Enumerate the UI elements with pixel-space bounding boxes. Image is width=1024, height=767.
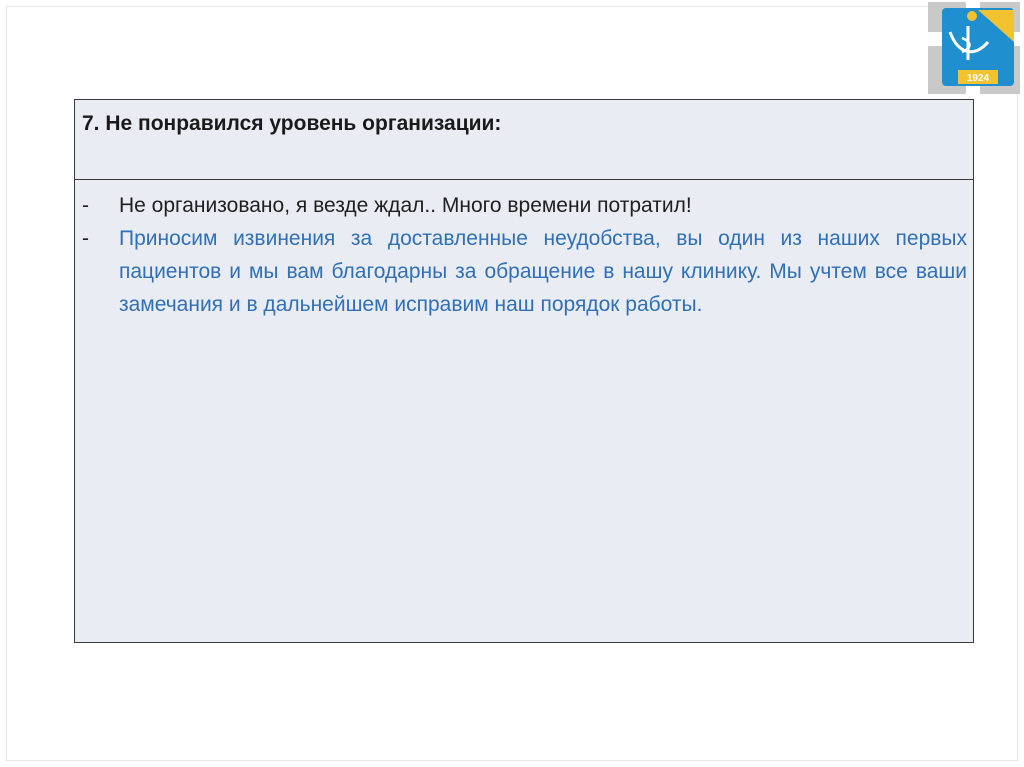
clinic-emblem-icon (928, 2, 1020, 94)
customer-comment (82, 189, 967, 222)
responses-list (75, 180, 973, 321)
question-header (75, 100, 973, 180)
clinic-reply (82, 222, 967, 321)
logo-year: 1924 (966, 73, 990, 84)
clinic-reply-text: Приносим извинения за доставленные неудобства, вы один из наших первых пациентов и мы вам благодарны за обращение в нашу клинику. Мы учтем все ваши замечания и в дальнейшем исправим наш порядок работы. (119, 227, 967, 316)
list-dash: - (82, 227, 89, 250)
question-title: 7. Не понравился уровень организации: (82, 112, 502, 135)
customer-comment-text: Не организовано, я везде ждал.. Много времени потратил! (119, 194, 692, 217)
feedback-box (74, 99, 974, 643)
list-dash: - (82, 194, 89, 217)
